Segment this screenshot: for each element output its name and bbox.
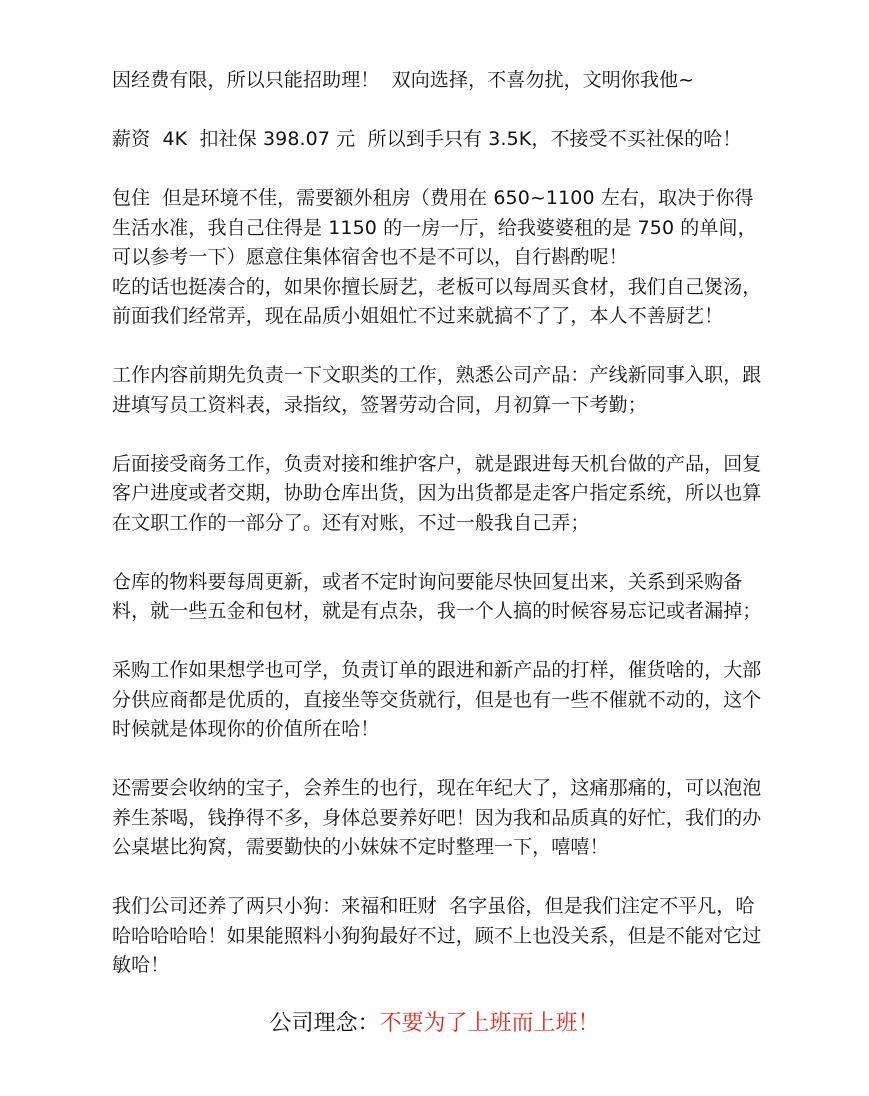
paragraph-housing: 包住 但是环境不佳，需要额外租房（费用在 650~1100 左右，取决于你得生活水准，我自己住得是 1150 的一房一厅，给我婆婆租的是 750 的单间，可以参考一下）愿意住集体宿舍也不是不可以，自行斟酌呢！ — [112, 187, 757, 268]
paragraph-food: 吃的话也挺凑合的，如果你擅长厨艺，老板可以每周买食材，我们自己煲汤，前面我们经常弄，现在品质小姐姐忙不过来就搞不了了，本人不善厨艺！ — [112, 275, 762, 327]
company-motto — [0, 1008, 869, 1040]
paragraph-organizing: 还需要会收纳的宝子，会养生的也行，现在年纪大了，这痛那痛的，可以泡泡养生茶喝，钱挣得不多，身体总要养好吧！因为我和品质真的好忙，我们的办公桌堪比狗窝，需要勤快的小妹妹不定时整理一下，嘻嘻！ — [112, 777, 762, 858]
paragraph-business-work: 后面接受商务工作，负责对接和维护客户，就是跟进每天机台做的产品，回复客户进度或者交期，协助仓库出货，因为出货都是走客户指定系统，所以也算在文职工作的一部分了。还有对账，不过一般我自己弄； — [112, 452, 762, 534]
paragraph-warehouse: 仓库的物料要每周更新，或者不定时询问要能尽快回复出来，关系到采购备料，就一些五金和包材，就是有点杂，我一个人搞的时候容易忘记或者漏掉； — [112, 570, 762, 622]
paragraph-dogs: 我们公司还养了两只小狗：来福和旺财 名字虽俗，但是我们注定不平凡，哈哈哈哈哈哈！如果能照料小狗狗最好不过，顾不上也没关系，但是不能对它过敏哈！ — [112, 895, 762, 976]
paragraph-purchasing: 采购工作如果想学也可学，负责订单的跟进和新产品的打样，催货啥的，大部分供应商都是优质的，直接坐等交货就行，但是也有一些不催就不动的，这个时候就是体现你的价值所在哈！ — [112, 659, 762, 740]
paragraph-intro: 因经费有限，所以只能招助理！ 双向选择，不喜勿扰，文明你我他~ — [112, 69, 695, 91]
paragraph-salary: 薪资 4K 扣社保 398.07 元 所以到手只有 3.5K，不接受不买社保的哈！ — [112, 128, 742, 150]
motto-label: 公司理念： — [269, 1011, 380, 1036]
paragraph-clerical-work: 工作内容前期先负责一下文职类的工作，熟悉公司产品：产线新同事入职，跟进填写员工资料表，录指纹，签署劳动合同，月初算一下考勤； — [112, 364, 762, 416]
document-body — [112, 66, 764, 981]
motto-value: 不要为了上班而上班！ — [379, 1011, 600, 1036]
